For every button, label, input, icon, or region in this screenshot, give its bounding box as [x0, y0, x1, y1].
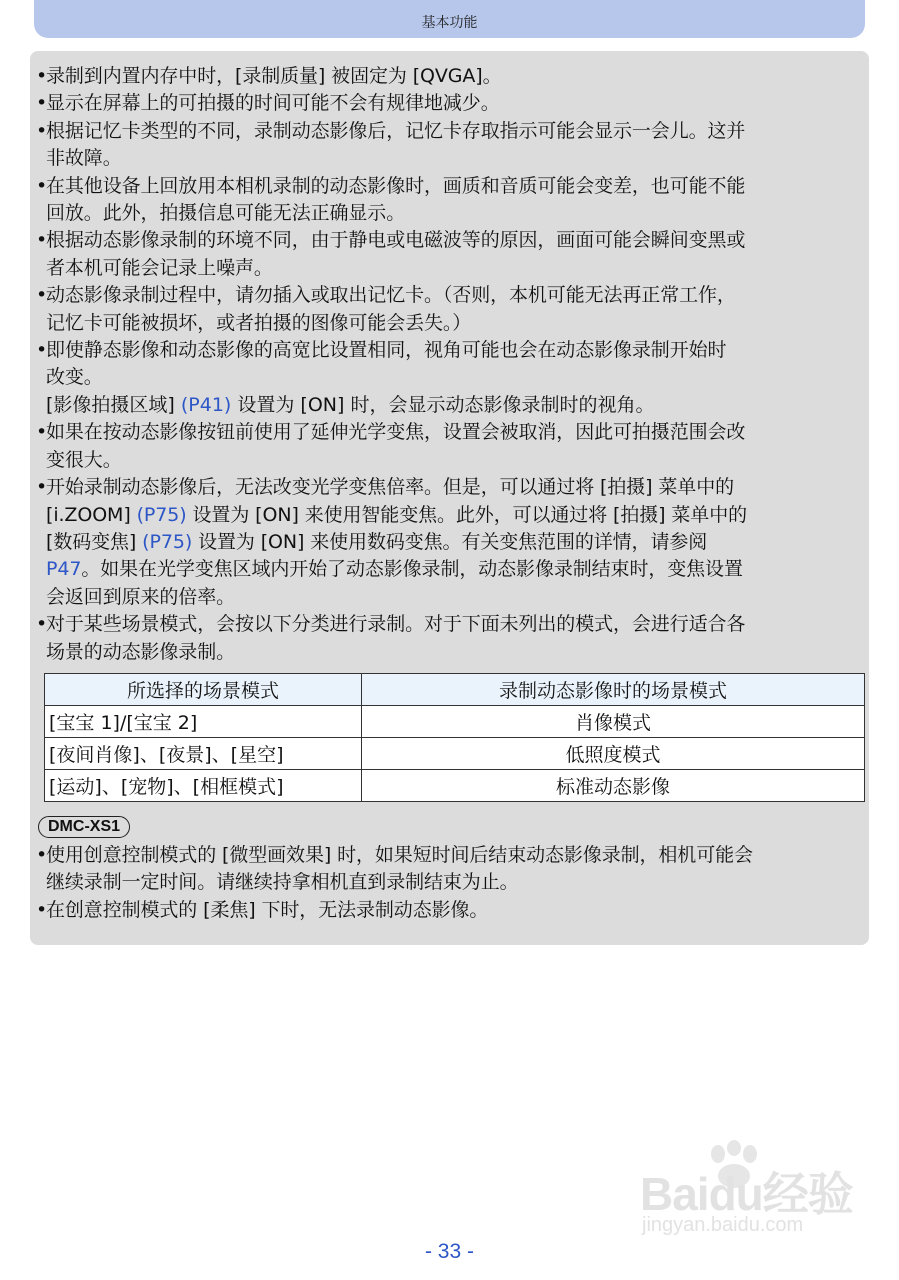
section-title: 基本功能 — [421, 15, 478, 31]
section-header-tab — [34, 0, 865, 38]
table-cell: [运动]、[宠物]、[相框模式] — [45, 769, 362, 801]
page-link-p75[interactable]: (P75) — [136, 503, 187, 526]
list-item: • 根据记忆卡类型的不同，录制动态影像后，记忆卡存取指示可能会显示一会儿。这并 非故障。 — [36, 119, 746, 170]
page-link-p41[interactable]: (P41) — [180, 393, 232, 416]
watermark-url: jingyan.baidu.com — [642, 1214, 804, 1236]
table-cell: [夜间肖像]、[夜景]、[星空] — [45, 737, 362, 769]
model-badge: DMC-XS1 — [38, 816, 130, 838]
watermark-logo: Baidu经验 — [640, 1168, 853, 1220]
table-header-cell: 所选择的场景模式 — [45, 673, 362, 705]
notes-list-continued — [36, 419, 863, 666]
content-panel — [30, 51, 869, 945]
table-cell: [宝宝 1]/[宝宝 2] — [45, 705, 362, 737]
list-item: • 使用创意控制模式的 [微型画效果] 时，如果短时间后结束动态影像录制，相机可能会 继续录制一定时间。请继续持拿相机直到录制结束为止。 — [36, 843, 753, 894]
notes-list — [36, 63, 863, 392]
table-row — [45, 737, 865, 769]
list-item: • 显示在屏幕上的可拍摄的时间可能不会有规律地减少。 — [36, 92, 500, 115]
table-cell: 低照度模式 — [362, 737, 865, 769]
list-item: • 对于某些场景模式，会按以下分类进行录制。对于下面未列出的模式，会进行适合各 场景的动态影像录制。 — [36, 613, 746, 663]
aspect-note: [影像拍摄区域] (P41) 设置为 [ON] 时，会显示动态影像录制时的视角。 — [46, 393, 655, 416]
table-header-row — [45, 673, 865, 705]
list-item: • 动态影像录制过程中，请勿插入或取出记忆卡。（否则，本机可能无法再正常工作， 记忆卡可能被损坏，或者拍摄的图像可能会丢失。） — [36, 284, 736, 334]
page-link-p75-digital[interactable]: (P75) — [142, 530, 193, 553]
table-row — [45, 769, 865, 801]
list-item: • 在其他设备上回放用本相机录制的动态影像时，画质和音质可能会变差，也可能不能 回放。此外，拍摄信息可能无法正确显示。 — [36, 174, 746, 225]
table-cell: 肖像模式 — [362, 705, 865, 737]
list-item: • 即使静态影像和动态影像的高宽比设置相同，视角可能也会在动态影像录制开始时 改变。 — [36, 339, 727, 389]
table-cell: 标准动态影像 — [362, 769, 865, 801]
page-number: - 33 - — [424, 1240, 474, 1263]
baidu-watermark — [636, 1140, 876, 1240]
list-item: • 如果在按动态影像按钮前使用了延伸光学变焦，设置会被取消，因此可拍摄范围会改 变很大。 — [36, 421, 746, 471]
table-header-cell: 录制动态影像时的场景模式 — [362, 673, 865, 705]
scene-mode-table — [44, 673, 865, 802]
page-link-p47[interactable]: P47 — [46, 558, 82, 581]
list-item: • 根据动态影像录制的环境不同，由于静电或电磁波等的原因，画面可能会瞬间变黑或 者本机可能会记录上噪声。 — [36, 229, 746, 279]
list-item: • 在创意控制模式的 [柔焦] 下时，无法录制动态影像。 — [36, 898, 489, 921]
list-item: • 开始录制动态影像后，无法改变光学变焦倍率。但是，可以通过将 [拍摄] 菜单中的 [i.ZOOM] (P75) 设置为 [ON] 来使用智能变焦。此外，可以通过将 [拍摄] 菜单中的 [数码变焦] (P75) 设置为 [ON] 来使用数码变焦。有关变焦范围的详情，请参阅 P47。如果在光学变焦区域内开始了动态影像录制，动态影像录制结束时，变焦设置 会返回到原来的倍率。 — [36, 476, 747, 608]
model-notes-list — [36, 842, 863, 924]
list-item: • 录制到内置内存中时，[录制质量] 被固定为 [QVGA]。 — [36, 65, 502, 87]
table-row — [45, 705, 865, 737]
